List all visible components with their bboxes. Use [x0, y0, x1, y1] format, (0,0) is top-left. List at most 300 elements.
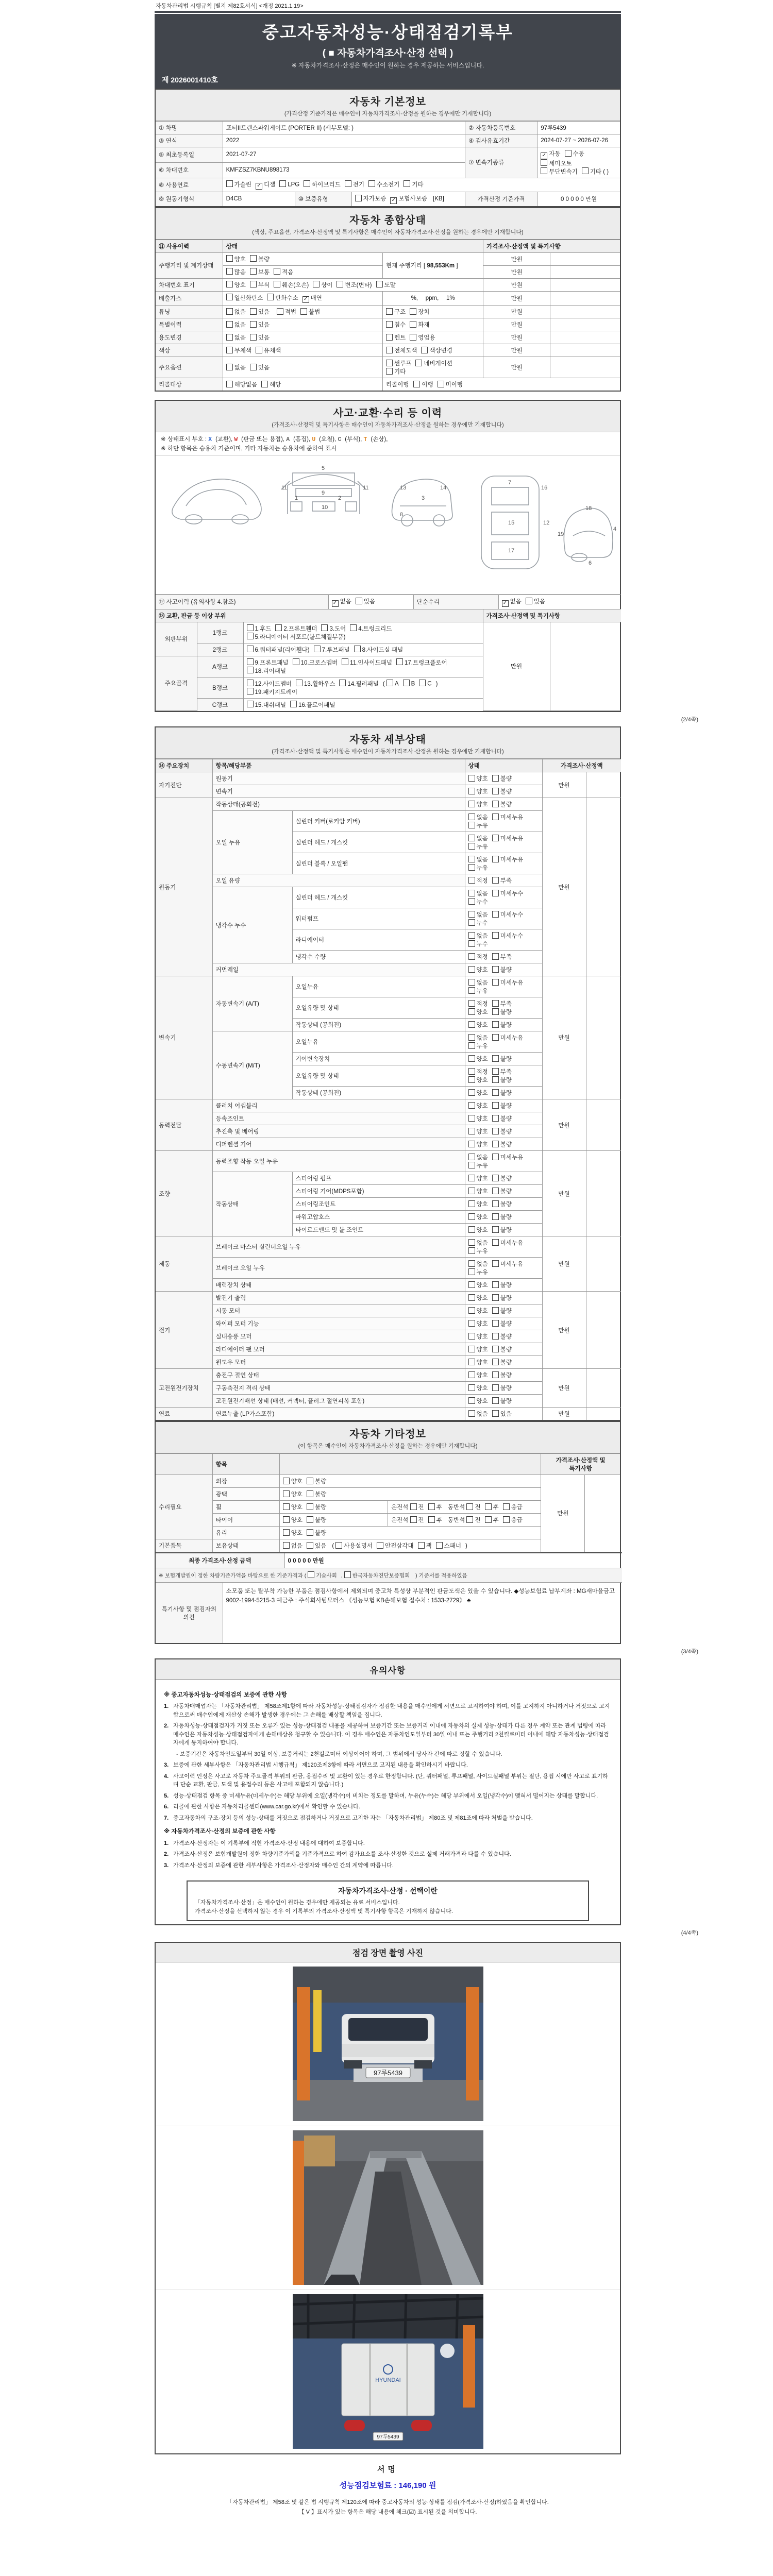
checkbox-LPG[interactable]: LPG [279, 180, 299, 188]
checkbox-없음[interactable]: 없음 [468, 978, 488, 987]
checkbox-미세누유[interactable]: 미세누유 [492, 855, 523, 863]
checkbox-미세누유[interactable]: 미세누유 [492, 1153, 523, 1161]
checkbox-자동[interactable]: ✓ 자동 [541, 149, 560, 159]
checkbox-없음[interactable]: 없음 [468, 1033, 488, 1042]
checkbox-미세누수[interactable]: 미세누수 [492, 889, 523, 897]
status-code-A: A [286, 436, 294, 443]
checkbox-불량[interactable]: 불량 [492, 1397, 512, 1405]
checkbox-4.트렁크리드[interactable]: 4.트렁크리드 [350, 624, 392, 633]
checkbox-불량[interactable]: 불량 [492, 1226, 512, 1234]
checkbox-양호[interactable]: 양호 [468, 1089, 488, 1097]
checkbox-부족[interactable]: 부족 [492, 1067, 512, 1076]
checkbox-부족[interactable]: 부족 [492, 999, 512, 1008]
checkbox-양호[interactable]: 양호 [468, 1187, 488, 1195]
checkbox-8.사이드실 패널[interactable]: 8.사이드실 패널 [354, 646, 403, 654]
inspector-opinion-table [156, 1582, 622, 1643]
checkbox-없음[interactable]: 없음 [226, 320, 246, 329]
checkbox-있음[interactable]: 있음 [250, 363, 270, 371]
checkbox-양호[interactable]: 양호 [283, 1529, 303, 1537]
checkbox-양호[interactable]: 양호 [226, 281, 246, 289]
cell [382, 331, 483, 344]
price-cell: 만원 [542, 1099, 586, 1151]
checkbox-불량[interactable]: 불량 [492, 1213, 512, 1221]
cell: 디퍼렌셜 기어 [212, 1138, 465, 1151]
checkbox-하이브리드[interactable]: 하이브리드 [304, 180, 341, 189]
checkbox-잭[interactable]: 잭 [418, 1541, 432, 1550]
checkbox-해당없음[interactable]: 해당없음 [226, 380, 257, 388]
checkbox-가솔린[interactable]: 가솔린 [226, 180, 251, 189]
cell [550, 331, 620, 344]
checkbox-불량[interactable]: 불량 [492, 1200, 512, 1208]
cell: 스티어링 기어(MDPS포함) [292, 1185, 465, 1198]
checkbox-없음[interactable]: 없음 [226, 308, 246, 316]
checkbox-6.쿼터패널(리어휀다)[interactable]: 6.쿼터패널(리어휀다) [247, 646, 310, 654]
row-label: ⑨ 원동기형식 [156, 192, 223, 206]
checkbox-양호[interactable]: 양호 [468, 1114, 488, 1123]
checkbox-양호[interactable]: 양호 [468, 787, 488, 795]
checkbox-미세누유[interactable]: 미세누유 [492, 1260, 523, 1268]
price-cell: 만원 [483, 357, 550, 378]
cell [328, 595, 413, 609]
checkbox-없음[interactable]: ✓ 없음 [332, 597, 351, 607]
checkbox-후[interactable]: 후 [428, 1503, 442, 1511]
svg-text:19: 19 [558, 531, 564, 537]
checkbox-매연[interactable]: ✓ 매연 [303, 294, 322, 303]
checkbox-양호[interactable]: 양호 [283, 1516, 303, 1524]
row-label: B랭크 [197, 677, 243, 698]
cell [465, 1356, 542, 1369]
row-label: 배출가스 [156, 291, 223, 306]
cell: 운전석 전 후 동반석 전 후 응급 [388, 1514, 541, 1527]
checkbox-불량[interactable]: 불량 [492, 1021, 512, 1029]
checkbox-양호[interactable]: 양호 [468, 1055, 488, 1063]
checkbox-침수[interactable]: 침수 [386, 320, 406, 329]
checkbox-훼손(오손)[interactable]: 훼손(오손) [274, 281, 309, 289]
checkbox-누유[interactable]: 누유 [468, 1247, 488, 1255]
section-detail-status [155, 726, 621, 1421]
checkbox-있음[interactable]: 있음 [250, 320, 270, 329]
price-cell: 만원 [483, 278, 550, 291]
checkbox-일산화탄소[interactable]: 일산화탄소 [226, 294, 263, 302]
cell [465, 887, 542, 908]
checkbox-후[interactable]: 후 [485, 1516, 499, 1524]
checkbox-누유[interactable]: 누유 [468, 821, 488, 829]
cell [465, 1408, 542, 1420]
checkbox-색상변경[interactable]: 색상변경 [421, 346, 452, 354]
checkbox-미세누수[interactable]: 미세누수 [492, 910, 523, 919]
svg-text:18: 18 [585, 505, 592, 512]
checkbox-양호[interactable]: 양호 [468, 774, 488, 783]
checkbox-양호[interactable]: 양호 [468, 1294, 488, 1302]
checkbox-없음[interactable]: 없음 [468, 910, 488, 919]
checkbox-적법[interactable]: 적법 [277, 308, 296, 316]
price-cell: 만원 [483, 265, 550, 278]
checkbox-불량[interactable]: 불량 [492, 1384, 512, 1392]
checkbox-보험사보증[interactable]: ✓ 보험사보증 [390, 194, 427, 204]
checkbox-양호[interactable]: 양호 [468, 1226, 488, 1234]
row-label: 변속기 [156, 976, 212, 1099]
checkbox-네비게이션[interactable]: 네비게이션 [415, 359, 452, 367]
checkbox-불량[interactable]: 불량 [492, 1345, 512, 1353]
checkbox-변조(변타)[interactable]: 변조(변타) [337, 281, 372, 289]
checkbox-불량[interactable]: 불량 [492, 1055, 512, 1063]
checkbox-사용설명서[interactable]: 사용설명서 [335, 1541, 373, 1550]
checkbox-16.플로어패널[interactable]: 16.플로어패널 [290, 701, 335, 709]
cell [465, 811, 542, 832]
checkbox-미세누유[interactable]: 미세누유 [492, 834, 523, 842]
checkbox-있음[interactable]: 있음 [356, 597, 375, 605]
checkbox-이행[interactable]: 이행 [413, 380, 433, 388]
checkbox-양호[interactable]: 양호 [468, 1307, 488, 1315]
checkbox-양호[interactable]: 양호 [468, 1384, 488, 1392]
checkbox-썬루프[interactable]: 썬루프 [386, 359, 411, 367]
checkbox-누유[interactable]: 누유 [468, 1268, 488, 1276]
notice-item: 3. 가격조사·산정의 보증에 관한 세부사항은 가격조사·산정자와 매수인 간의 계약에 따릅니다. [164, 1862, 394, 1869]
checkbox-미세누수[interactable]: 미세누수 [492, 931, 523, 940]
cell: 발전기 출력 [212, 1292, 465, 1304]
status-code-X: X [208, 436, 216, 443]
cell [382, 344, 483, 357]
cell: 파워고압호스 [292, 1211, 465, 1224]
price-cell: 만원 [542, 1369, 586, 1408]
cell: 실린더 커버(로커암 커버) [292, 811, 465, 832]
checkbox-A[interactable]: A [386, 680, 399, 687]
checkbox-없음[interactable]: 없음 [468, 834, 488, 842]
checkbox-불량[interactable]: 불량 [492, 787, 512, 795]
checkbox-불량[interactable]: 불량 [492, 1187, 512, 1195]
svg-text:8: 8 [400, 512, 404, 518]
checkbox-양호[interactable]: 양호 [468, 1076, 488, 1084]
checkbox-불량[interactable]: 불량 [492, 965, 512, 974]
cell [382, 318, 483, 331]
row-label: 연료 [156, 1408, 212, 1420]
cell [465, 963, 542, 976]
cell: 오일누유 [292, 976, 465, 997]
checkbox-적정[interactable]: 적정 [468, 999, 488, 1008]
checkbox-기타[interactable]: 기타 [386, 367, 406, 376]
checkbox-10.크로스멤버[interactable]: 10.크로스멤버 [293, 658, 338, 667]
checkbox-불량[interactable]: 불량 [492, 1008, 512, 1016]
checkbox-있음[interactable]: 있음 [250, 333, 270, 342]
row-label: ⑩ 보증유형 [295, 192, 351, 206]
checkbox-전[interactable]: 전 [410, 1503, 424, 1511]
checkbox-없음[interactable]: 없음 [468, 1410, 488, 1418]
checkbox-양호[interactable]: 양호 [468, 1319, 488, 1328]
checkbox-부족[interactable]: 부족 [492, 953, 512, 961]
checkbox-5.라디에이터 서포트(볼트체결부품)[interactable]: 5.라디에이터 서포트(볼트체결부품) [247, 633, 346, 641]
checkbox-양호[interactable]: 양호 [468, 1008, 488, 1016]
final-price-table [156, 1552, 622, 1583]
checkbox-양호[interactable]: 양호 [468, 1397, 488, 1405]
checkbox-디젤[interactable]: ✓ 디젤 [256, 180, 275, 190]
checkbox-있음[interactable]: 있음 [250, 308, 270, 316]
checkbox-불량[interactable]: 불량 [492, 1127, 512, 1136]
cell [550, 265, 620, 278]
checkbox-양호[interactable]: 양호 [468, 1021, 488, 1029]
row-label: 특기사항 및 점검자의 의견 [156, 1583, 223, 1643]
checkbox-불량[interactable]: 불량 [492, 774, 512, 783]
checkbox-없음[interactable]: ✓ 없음 [502, 597, 522, 607]
column-header: 가격조사·산정액 및 특기사항 [541, 1454, 620, 1475]
price-cell: 만원 [542, 1292, 586, 1369]
checkbox-B[interactable]: B [403, 680, 415, 687]
checkbox-불량[interactable]: 불량 [492, 1332, 512, 1341]
checkbox-불량[interactable]: 불량 [492, 1294, 512, 1302]
checkbox-적정[interactable]: 적정 [468, 953, 488, 961]
checkbox-12.사이드멤버[interactable]: 12.사이드멤버 [247, 680, 292, 688]
checkbox-불량[interactable]: 불량 [492, 1319, 512, 1328]
checkbox-없음[interactable]: 없음 [226, 333, 246, 342]
checkbox-없음[interactable]: 없음 [226, 363, 246, 371]
cell [465, 1125, 542, 1138]
checkbox-18.리어패널[interactable]: 18.리어패널 [247, 667, 286, 675]
checkbox-양호[interactable]: 양호 [468, 1140, 488, 1148]
checkbox-불량[interactable]: 불량 [250, 255, 270, 263]
checkbox-무채색[interactable]: 무채색 [226, 346, 251, 354]
checkbox-15.대쉬패널[interactable]: 15.대쉬패널 [247, 701, 286, 709]
checkbox-있음[interactable]: 있음 [307, 1541, 326, 1550]
checkbox-3.도어[interactable]: 3.도어 [321, 624, 346, 633]
svg-text:HYUNDAI: HYUNDAI [375, 2377, 401, 2384]
checkbox-양호[interactable]: 양호 [283, 1490, 303, 1498]
row-label: 외판부위 [156, 622, 197, 656]
cell [550, 291, 620, 306]
section-note: (이 항목은 매수인이 자동차가격조사·산정을 원하는 경우에만 기재합니다) [298, 1443, 478, 1449]
checkbox-9.프론트패널[interactable]: 9.프론트패널 [247, 658, 289, 667]
checkbox-불량[interactable]: 불량 [492, 1140, 512, 1148]
checkbox-7.루브패널[interactable]: 7.루브패널 [314, 646, 350, 654]
checkbox-유채색[interactable]: 유채색 [256, 346, 281, 354]
checkbox-스패너[interactable]: 스패너 [436, 1541, 461, 1550]
checkbox-수동[interactable]: 수동 [565, 149, 584, 158]
checkbox-불량[interactable]: 불량 [307, 1503, 326, 1511]
checkbox-상이[interactable]: 상이 [313, 281, 332, 289]
checkbox-없음[interactable]: 없음 [468, 1153, 488, 1161]
checkbox-많음[interactable]: 많음 [226, 268, 246, 276]
checkbox-보통[interactable]: 보통 [250, 268, 270, 276]
checkbox-없음[interactable]: 없음 [468, 889, 488, 897]
checkbox-기타 ( )[interactable]: 기타 ( ) [582, 167, 609, 176]
checkbox-양호[interactable]: 양호 [468, 1332, 488, 1341]
price-cell: 만원 [542, 976, 586, 1099]
checkbox-한국자동차진단보증협회[interactable]: 한국자동차진단보증협회 [344, 1571, 410, 1580]
checkbox-없음[interactable]: 없음 [283, 1541, 303, 1550]
checkbox-미이행[interactable]: 미이행 [438, 380, 463, 388]
checkbox-자가보증[interactable]: 자가보증 [355, 194, 386, 202]
checkbox-불량[interactable]: 불량 [492, 1089, 512, 1097]
cell [586, 1292, 621, 1369]
checkbox-기술사회[interactable]: 기술사회 [308, 1571, 337, 1580]
checkbox-미세누유[interactable]: 미세누유 [492, 1033, 523, 1042]
checkbox-적음[interactable]: 적음 [274, 268, 293, 276]
checkbox-전[interactable]: 전 [466, 1516, 480, 1524]
checkbox-영업용[interactable]: 영업용 [410, 333, 435, 342]
row-label: ③ 연식 [156, 134, 223, 147]
checkbox-양호[interactable]: 양호 [468, 1345, 488, 1353]
status-code-C: C [338, 436, 345, 443]
checkbox-불량[interactable]: 불량 [492, 1076, 512, 1084]
checkbox-누유[interactable]: 누유 [468, 863, 488, 872]
checkbox-후[interactable]: 후 [485, 1503, 499, 1511]
row-label: 주행거리 및 계기상태 [156, 252, 223, 278]
cell [465, 1330, 542, 1343]
notice-subitem: - 보증기간은 자동차인도일부터 30일 이상, 보증거리는 2천킬로미터 이상이어야 하며, 그 범위에서 당사자 간에 따로 정할 수 있습니다. [176, 1751, 502, 1757]
checkbox-양호[interactable]: 양호 [226, 255, 246, 263]
row-label: 최종 가격조사·산정 금액 [156, 1553, 284, 1568]
row-label: C랭크 [197, 698, 243, 711]
checkbox-없음[interactable]: 없음 [468, 1239, 488, 1247]
checkbox-부족[interactable]: 부족 [492, 876, 512, 885]
cell: 실린더 블록 / 오일팬 [292, 853, 465, 874]
cell [382, 306, 483, 318]
cell [465, 1304, 542, 1317]
checkbox-누유[interactable]: 누유 [468, 987, 488, 995]
checkbox-렌트[interactable]: 렌트 [386, 333, 406, 342]
checkbox-도말[interactable]: 도말 [376, 281, 396, 289]
checkbox-불량[interactable]: 불량 [307, 1529, 326, 1537]
checkbox-누수[interactable]: 누수 [468, 919, 488, 927]
checkbox-14.필러패널[interactable]: 14.필러패널 [339, 680, 378, 688]
checkbox-양호[interactable]: 양호 [468, 800, 488, 808]
checkbox-미세누유[interactable]: 미세누유 [492, 978, 523, 987]
checkbox-화재[interactable]: 화재 [410, 320, 429, 329]
cell [223, 357, 382, 378]
svg-text:3: 3 [422, 495, 425, 501]
checkbox-17.트렁크플로어[interactable]: 17.트렁크플로어 [396, 658, 447, 667]
checkbox-응급[interactable]: 응급 [503, 1503, 523, 1511]
cell [465, 1065, 542, 1087]
checkbox-불법[interactable]: 불법 [300, 308, 320, 316]
checkbox-전기[interactable]: 전기 [345, 180, 364, 189]
checkbox-누수[interactable]: 누수 [468, 940, 488, 948]
checkbox-19.패키지트레이[interactable]: 19.패키지트레이 [247, 688, 298, 696]
checkbox-없음[interactable]: 없음 [468, 813, 488, 821]
checkbox-없음[interactable]: 없음 [468, 931, 488, 940]
title-note: ※ 자동차가격조사·산정은 매수인이 원하는 경우 제공하는 서비스입니다. [291, 62, 484, 69]
checkbox-전[interactable]: 전 [466, 1503, 480, 1511]
signature-label[interactable]: 서명 [377, 2465, 398, 2475]
checkbox-양호[interactable]: 양호 [468, 1127, 488, 1136]
checkbox-적정[interactable]: 적정 [468, 1067, 488, 1076]
checkbox-양호[interactable]: 양호 [468, 1174, 488, 1182]
cell [465, 1099, 542, 1112]
checkbox-양호[interactable]: 양호 [468, 965, 488, 974]
cell [550, 622, 621, 711]
checkbox-부식[interactable]: 부식 [250, 281, 270, 289]
checkbox-불량[interactable]: 불량 [307, 1477, 326, 1485]
checkbox-탄화수소[interactable]: 탄화수소 [267, 294, 298, 302]
checkbox-양호[interactable]: 양호 [468, 1281, 488, 1289]
page-subtitle: ( ■ 자동차가격조사·산정 선택 ) [322, 48, 453, 59]
checkbox-장치[interactable]: 장치 [410, 308, 429, 316]
detail-status-table [156, 759, 621, 1420]
checkbox-양호[interactable]: 양호 [468, 1358, 488, 1366]
checkbox-응급[interactable]: 응급 [503, 1516, 523, 1524]
cell [586, 1099, 621, 1151]
checkbox-양호[interactable]: 양호 [468, 1371, 488, 1379]
section-title: 자동차 종합상태 [349, 214, 426, 226]
checkbox-전체도색[interactable]: 전체도색 [386, 346, 417, 354]
checkbox-양호[interactable]: 양호 [468, 1101, 488, 1110]
checkbox-구조[interactable]: 구조 [386, 308, 406, 316]
checkbox-불량[interactable]: 불량 [492, 1281, 512, 1289]
cell [243, 643, 483, 656]
status-code-legend [156, 432, 620, 455]
checkbox-세미오토[interactable]: 세미오토 [541, 159, 572, 167]
checkbox-있음[interactable]: 있음 [526, 597, 545, 605]
checkbox-13.휠하우스[interactable]: 13.휠하우스 [296, 680, 335, 688]
checkbox-불량[interactable]: 불량 [492, 1358, 512, 1366]
notice-item: 4. 사고이력 인정은 사고로 자동차 주요골격 부위의 판금, 용접수리 및 교환이 있는 경우로 한정합니다. (단, 쿼터패널, 루프패널, 사이드실패널 부위는 절단, 용접 시에만 사고로 표기하며 단순 교환, 판금, 도색 및 용접수리 등은 사고에 포함되지 않습니다.) [164, 1773, 608, 1788]
checkbox-미세누유[interactable]: 미세누유 [492, 813, 523, 821]
checkbox-불량[interactable]: 불량 [307, 1516, 326, 1524]
checkbox-불량[interactable]: 불량 [492, 1371, 512, 1379]
checkbox-있음[interactable]: 있음 [492, 1410, 512, 1418]
cell [223, 178, 620, 192]
checkbox-적정[interactable]: 적정 [468, 876, 488, 885]
form-reference: 자동차관리법 시행규칙 [별지 제82호서식] <개정 2021.1.19> [156, 3, 304, 9]
checkbox-2.프론트휀더[interactable]: 2.프론트휀더 [275, 624, 317, 633]
checkbox-양호[interactable]: 양호 [468, 1200, 488, 1208]
checkbox-기타[interactable]: 기타 [404, 180, 423, 189]
checkbox-무단변속기[interactable]: 무단변속기 [541, 167, 578, 176]
checkbox-양호[interactable]: 양호 [283, 1477, 303, 1485]
checkbox-누수[interactable]: 누수 [468, 897, 488, 906]
row-label: ④ 검사유효기간 [465, 134, 537, 147]
price-cell: 만원 [483, 318, 550, 331]
checkbox-없음[interactable]: 없음 [468, 1260, 488, 1268]
price-cell: 만원 [483, 306, 550, 318]
row-label: ⑦ 변속기종류 [465, 147, 537, 178]
cell [465, 1087, 542, 1099]
checkbox-안전삼각대[interactable]: 안전삼각대 [377, 1541, 414, 1550]
cell: 원동기 [212, 772, 465, 785]
checkbox-불량[interactable]: 불량 [492, 800, 512, 808]
page-title: 중고자동차성능·상태점검기록부 [262, 23, 514, 42]
checkbox-불량[interactable]: 불량 [492, 1307, 512, 1315]
checkbox-1.후드[interactable]: 1.후드 [247, 624, 272, 633]
cell: 냉각수 수량 [292, 951, 465, 963]
checkbox-불량[interactable]: 불량 [307, 1490, 326, 1498]
cell: 윈도우 모터 [212, 1356, 465, 1369]
checkbox-불량[interactable]: 불량 [492, 1174, 512, 1182]
checkbox-없음[interactable]: 없음 [468, 855, 488, 863]
cell [465, 1279, 542, 1292]
checkbox-전[interactable]: 전 [410, 1516, 424, 1524]
checkbox-C[interactable]: C [419, 680, 431, 687]
checkbox-후[interactable]: 후 [428, 1516, 442, 1524]
checkbox-양호[interactable]: 양호 [468, 1213, 488, 1221]
checkbox-미세누유[interactable]: 미세누유 [492, 1239, 523, 1247]
row-label: ② 자동차등록번호 [465, 122, 537, 134]
cell [279, 1488, 541, 1501]
section-note: (가격산정 기준가격은 매수인이 자동차가격조사·산정을 원하는 경우에만 기재합니다) [284, 111, 492, 117]
price-cell: 만원 [483, 344, 550, 357]
checkbox-해당[interactable]: 해당 [261, 380, 281, 388]
checkbox-불량[interactable]: 불량 [492, 1101, 512, 1110]
cell: 스티어링조인트 [292, 1198, 465, 1211]
section-title: 자동차 세부상태 [349, 734, 426, 745]
checkbox-누유[interactable]: 누유 [468, 1161, 488, 1170]
checkbox-11.인사이드패널[interactable]: 11.인사이드패널 [342, 658, 392, 667]
checkbox-누유[interactable]: 누유 [468, 842, 488, 851]
status-code-label: (손상), [371, 436, 388, 443]
checkbox-불량[interactable]: 불량 [492, 1114, 512, 1123]
checkbox-수소전기[interactable]: 수소전기 [368, 180, 399, 189]
checkbox-양호[interactable]: 양호 [283, 1503, 303, 1511]
cell: 브레이크 마스터 실린더오일 누유 [212, 1236, 465, 1258]
checkbox-누유[interactable]: 누유 [468, 1042, 488, 1050]
